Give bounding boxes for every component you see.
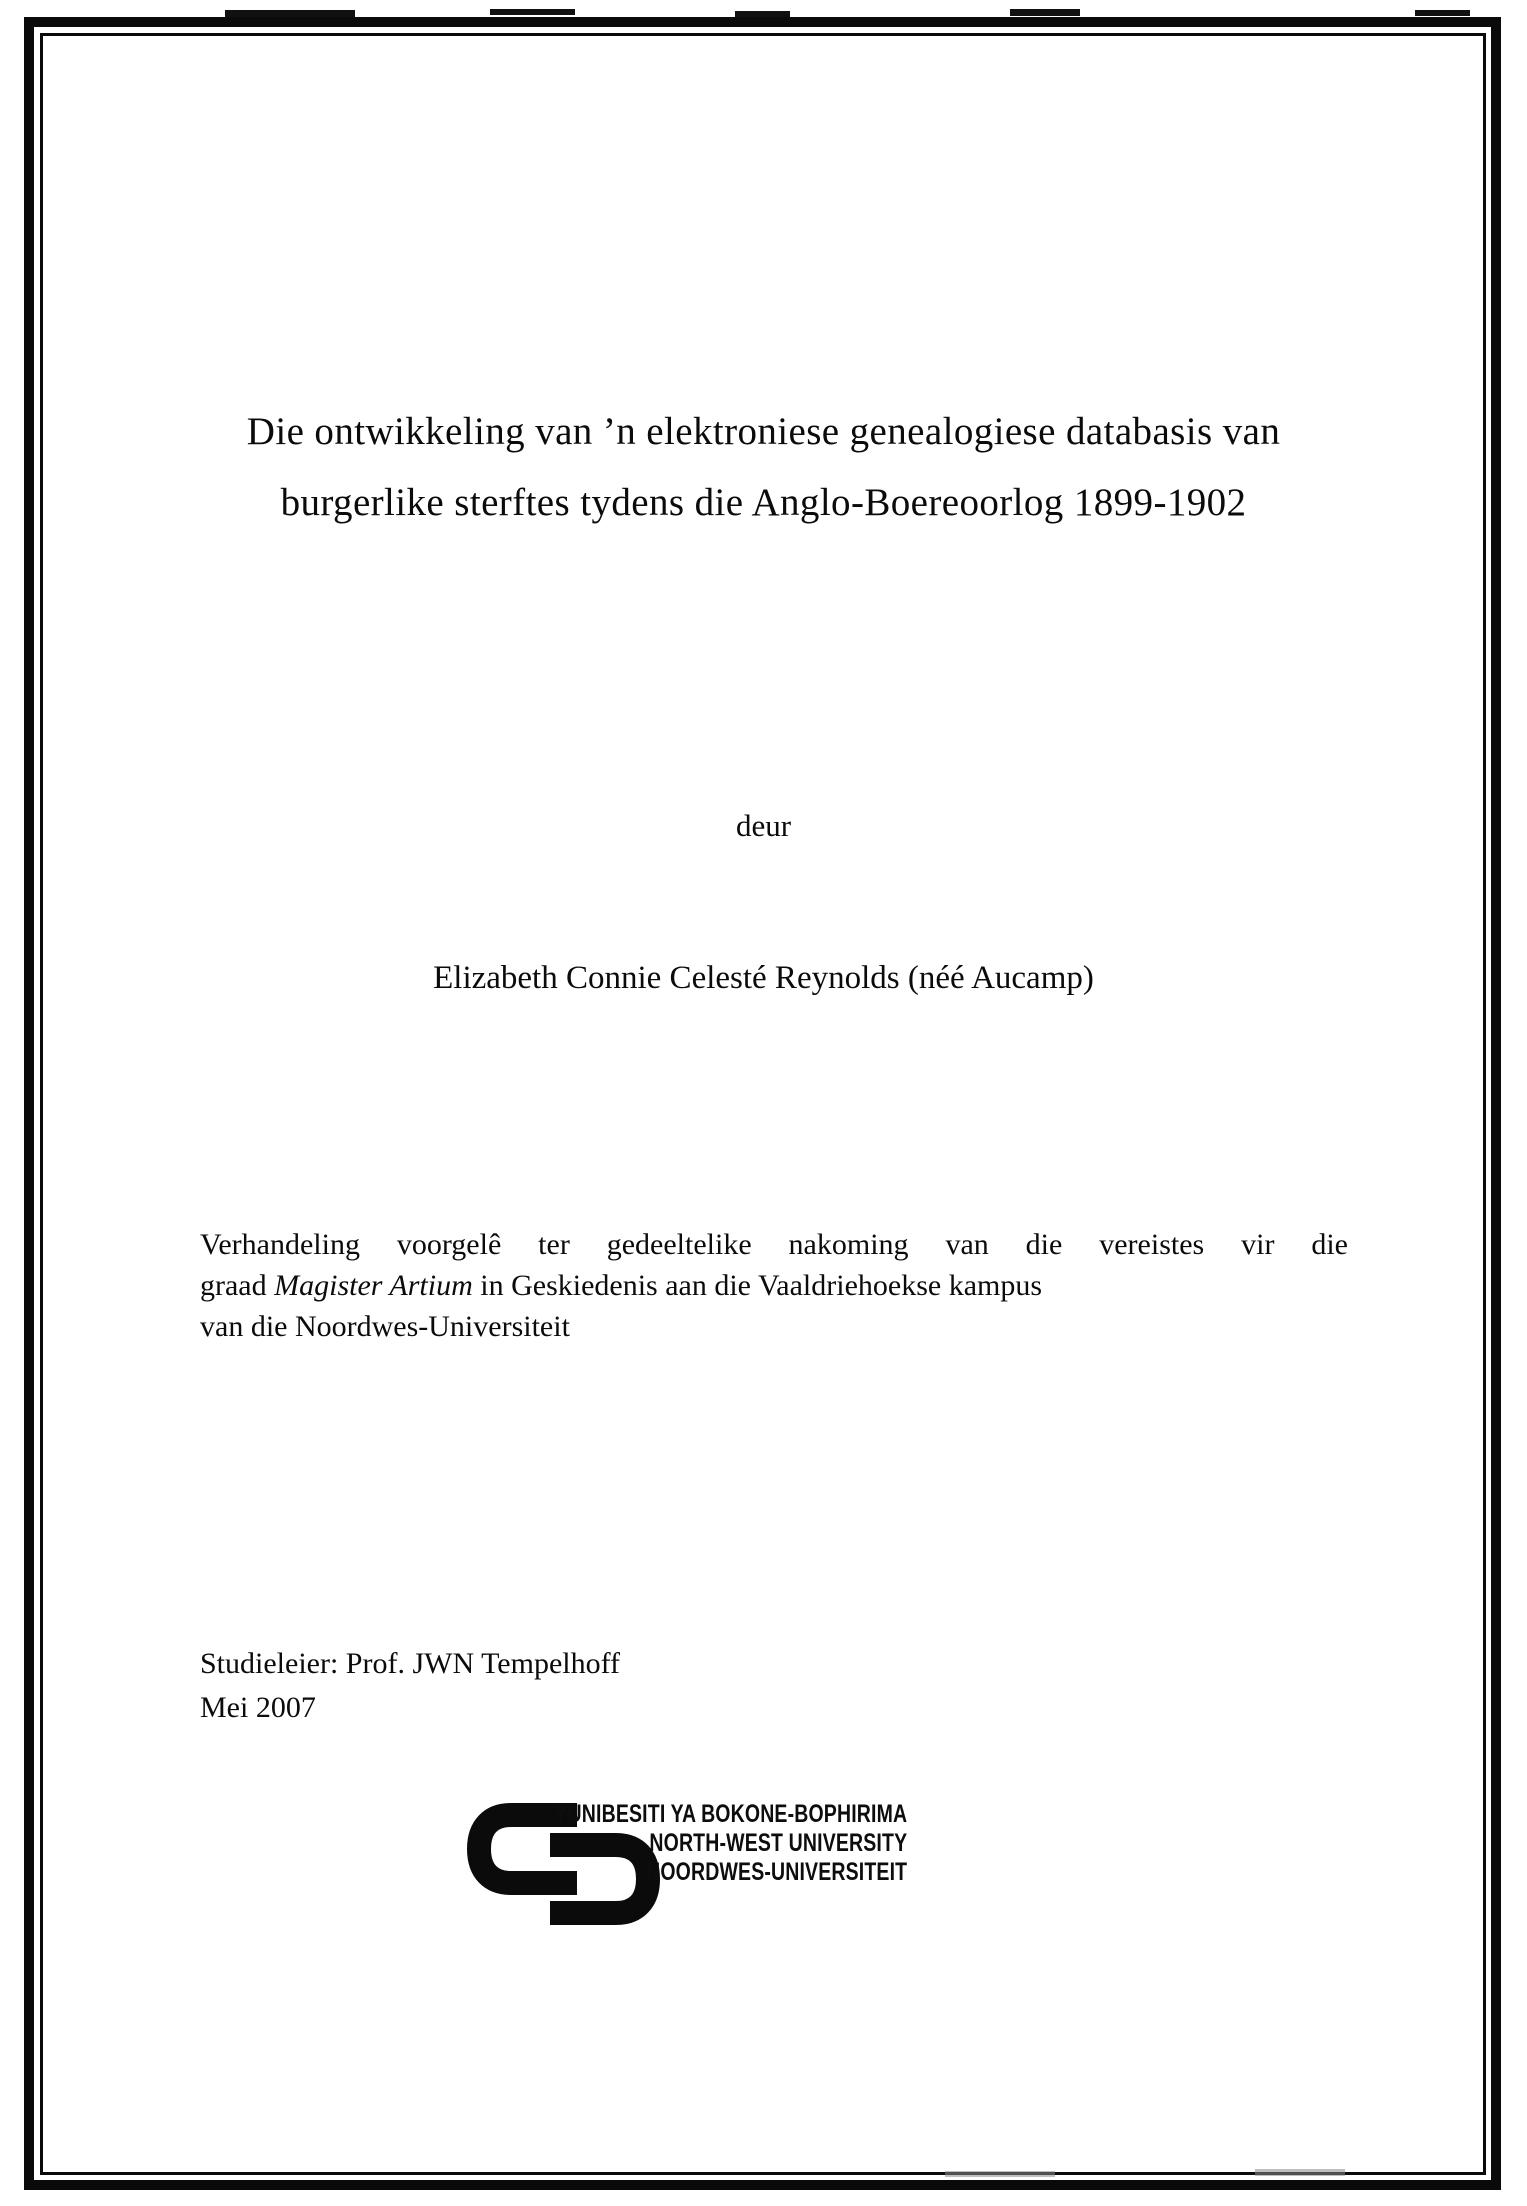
- submission-line2: [200, 1265, 1348, 1306]
- thesis-title-line2: burgerlike sterftes tydens die Anglo-Boereoorlog 1899-1902: [280, 481, 1247, 524]
- supervisor-block: [200, 1642, 620, 1730]
- scan-artifact: [1415, 10, 1470, 16]
- university-name-english: NORTH-WEST UNIVERSITY: [649, 1829, 908, 1857]
- scan-artifact: [945, 2171, 1055, 2177]
- scan-artifact: [490, 9, 575, 15]
- university-logo: [465, 1798, 1025, 1933]
- thesis-title-line1: Die ontwikkeling van ’n elektroniese genealogiese databasis van: [246, 410, 1281, 453]
- degree-name: Magister Artium: [274, 1269, 473, 1302]
- scan-artifact: [735, 11, 790, 17]
- submission-line1: Verhandeling voorgelê ter gedeeltelike nakoming van die vereistes vir die: [200, 1228, 1348, 1261]
- byline-label: deur: [735, 808, 792, 843]
- university-logo-wordmark: [550, 1800, 907, 1887]
- thesis-title: [120, 396, 1407, 538]
- scan-artifact: [1010, 9, 1080, 16]
- university-name-setswana: YUNIBESITI YA BOKONE-BOPHIRIMA: [554, 1800, 908, 1828]
- submission-line2-prefix: graad: [200, 1269, 275, 1302]
- author-name: Elizabeth Connie Celesté Reynolds (néé Aucamp): [433, 960, 1094, 996]
- scan-artifact: [1255, 2169, 1345, 2176]
- submission-statement: [200, 1224, 1348, 1347]
- submission-line2-suffix: in Geskiedenis aan die Vaaldriehoekse kampus: [472, 1269, 1043, 1302]
- date-line: Mei 2007: [200, 1691, 316, 1724]
- supervisor-line: Studieleier: Prof. JWN Tempelhoff: [200, 1647, 621, 1680]
- university-name-afrikaans: NOORDWES-UNIVERSITEIT: [646, 1858, 908, 1886]
- submission-line3: van die Noordwes-Universiteit: [200, 1310, 570, 1343]
- scan-artifact: [225, 10, 355, 17]
